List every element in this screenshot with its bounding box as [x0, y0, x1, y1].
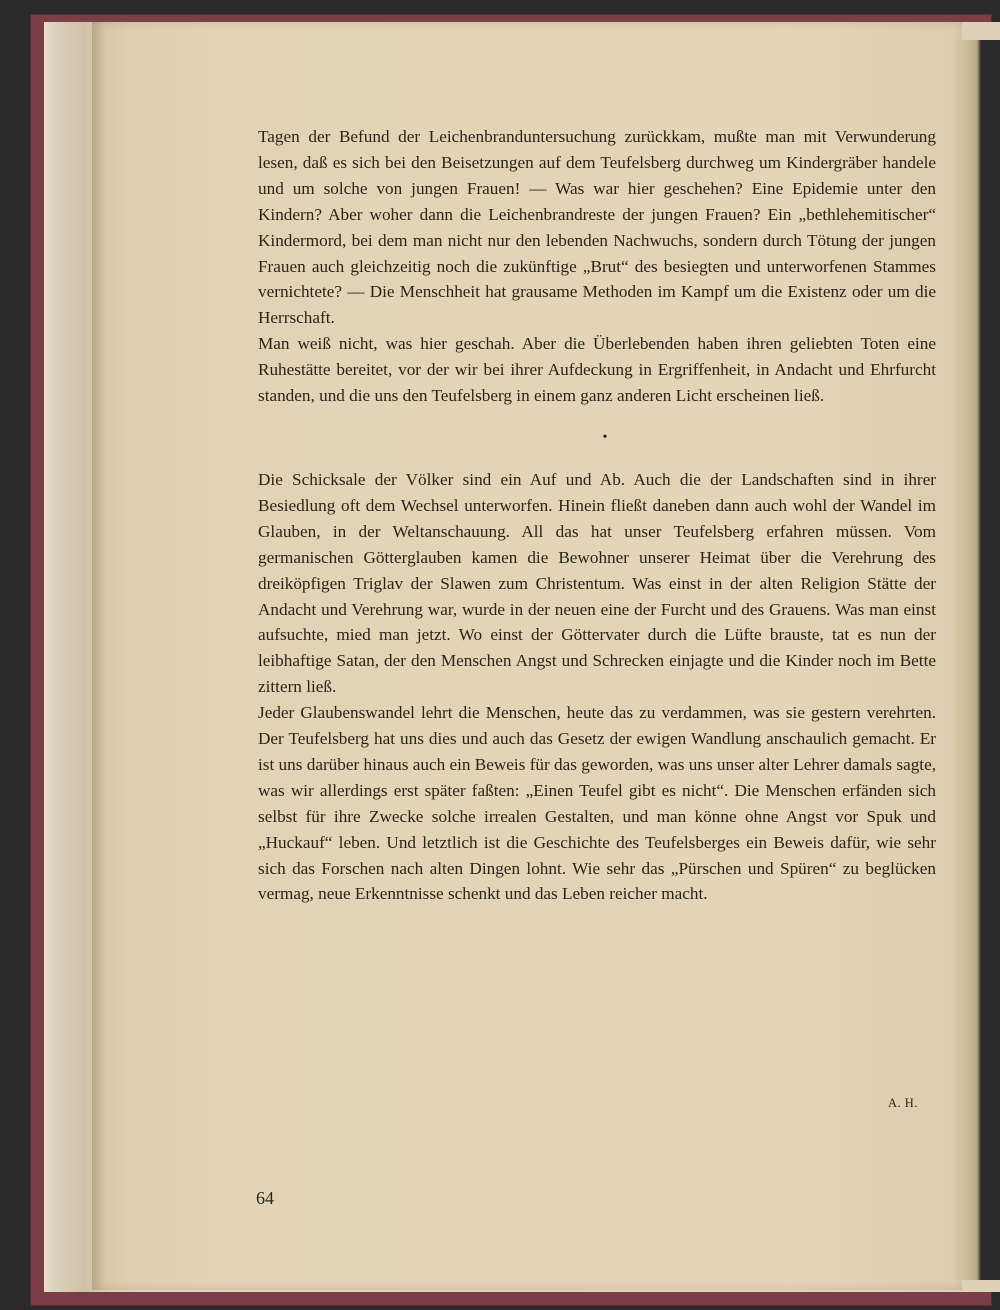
author-signature: A. H.: [888, 1096, 918, 1110]
paragraph: Jeder Glaubenswandel lehrt die Menschen, heute das zu verdammen, was sie gestern verehrten. Der Teufelsberg hat uns dies und auch das Gesetz der ewigen Wandlung anschaulich gemacht. Er ist uns darüber hinaus auch ein Beweis für das geworden, was uns unser alter Lehrer damals sagte, was wir allerdings erst später faßten: „Einen Teufel gibt es nicht“. Die Menschen erfänden sich selbst für ihre Zwecke solche irrealen Gestalten, und man könne ohne Angst vor Spuk und „Huckauf“ leben. Und letztlich ist die Geschichte des Teufelsberges ein Beweis dafür, wie sehr sich das Forschen nach alten Dingen lohnt. Wie sehr das „Pürschen und Spüren“ zu beglücken vermag, neue Erkenntnisse schenkt und das Leben reicher macht.: [258, 703, 936, 904]
paragraph: Tagen der Befund der Leichenbranduntersuchung zurückkam, mußte man mit Verwunderung lesen, daß es sich bei den Beisetzungen auf dem Teufelsberg durchweg um Kindergräber handele und um solche von jungen Frauen! — Was war hier geschehen? Eine Epidemie unter den Kindern? Aber woher dann die Leichenbrandreste der jungen Frauen? Ein „bethlehemitischer“ Kindermord, bei dem man nicht nur den lebenden Nachwuchs, sondern durch Tötung der jungen Frauen auch gleichzeitig noch die zukünftige „Brut“ des besiegten und unterworfenen Stammes vernichtete? — Die Menschheit hat grausame Methoden im Kampf um die Existenz oder um die Herrschaft.: [258, 127, 936, 328]
page-right-edge: [955, 40, 1000, 1280]
page-number: 64: [256, 1188, 274, 1208]
section-divider-ornament: •: [602, 429, 608, 445]
body-text: [258, 124, 936, 907]
paragraph: Man weiß nicht, was hier geschah. Aber die Überlebenden haben ihren geliebten Toten eine Ruhestätte bereitet, vor der wir bei ihrer Aufdeckung in Ergriffenheit, in Andacht und Ehrfurcht standen, und die uns den Teufelsberg in einem ganz anderen Licht erscheinen ließ.: [258, 334, 936, 406]
paragraph: Die Schicksale der Völker sind ein Auf und Ab. Auch die der Landschaften sind in ihrer Besiedlung oft dem Wechsel unterworfen. Hinein fließt daneben dann auch wohl der Wandel im Glauben, in der Weltanschauung. All das hat unser Teufelsberg erfahren müssen. Vom germanischen Götterglauben kamen die Bewohner unserer Heimat über die Verehrung des dreiköpfigen Triglav der Slawen zum Christentum. Was einst in der alten Religion Stätte der Andacht und Verehrung war, wurde in der neuen eine der Furcht und des Grauens. Was man einst aufsuchte, mied man jetzt. Wo einst der Göttervater durch die Lüfte brauste, tat es nun der leibhaftige Satan, der den Menschen Angst und Schrecken einjagte und die Kinder noch im Bette zittern ließ.: [258, 469, 936, 697]
